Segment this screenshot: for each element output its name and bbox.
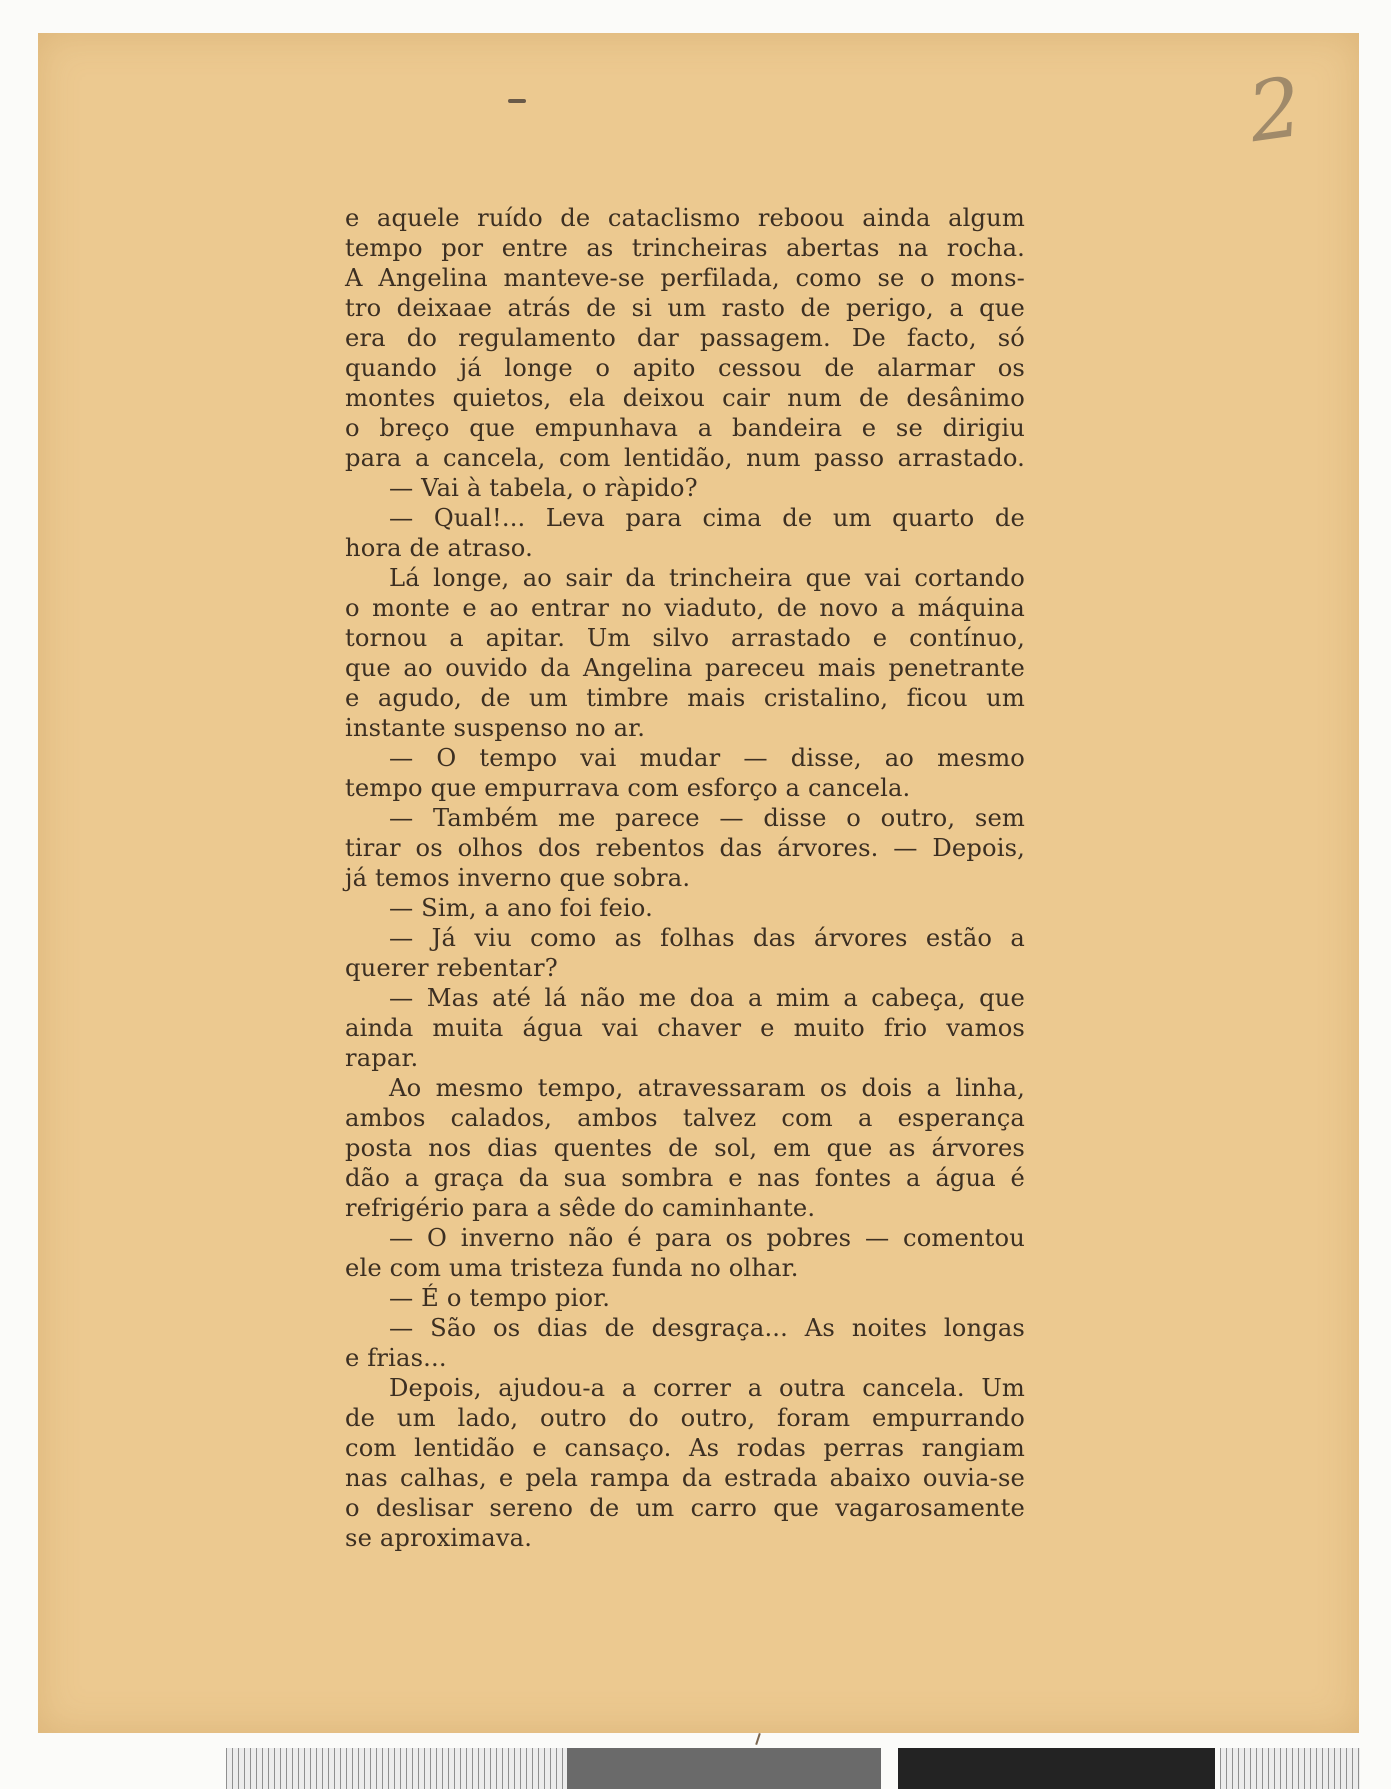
text-line: — Sim, a ano foi feio. bbox=[389, 894, 653, 922]
text-line: e frias... bbox=[345, 1344, 447, 1372]
ink-mark bbox=[755, 1733, 761, 1745]
text-line: de um lado, outro do outro, foram empurrando bbox=[345, 1404, 1025, 1432]
text-line: Lá longe, ao sair da trincheira que vai cortando bbox=[389, 564, 1025, 592]
text-line: — Também me parece — disse o outro, sem bbox=[389, 804, 1025, 832]
text-line: hora de atraso. bbox=[345, 534, 533, 562]
text-line: refrigério para a sêde do caminhante. bbox=[345, 1194, 816, 1222]
text-line: — Já viu como as folhas das árvores estão a bbox=[389, 924, 1025, 952]
text-line: posta nos dias quentes de sol, em que as árvores bbox=[345, 1134, 1025, 1162]
text-line: o monte e ao entrar no viaduto, de novo a máquina bbox=[345, 594, 1025, 622]
ink-mark bbox=[508, 99, 526, 103]
text-line: para a cancela, com lentidão, num passo arrastado. bbox=[345, 444, 1025, 472]
body-text bbox=[345, 203, 1025, 1553]
text-line: tempo por entre as trincheiras abertas na rocha. bbox=[345, 234, 1025, 262]
text-line: tempo que empurrava com esforço a cancela. bbox=[345, 774, 911, 802]
text-line: instante suspenso no ar. bbox=[345, 714, 646, 742]
text-line: — Qual!... Leva para cima de um quarto de bbox=[389, 504, 1025, 532]
text-line: e aquele ruído de cataclismo reboou ainda algum bbox=[345, 204, 1025, 232]
text-line: o breço que empunhava a bandeira e se dirigiu bbox=[345, 414, 1025, 442]
text-line: era do regulamento dar passagem. De facto, só bbox=[345, 324, 1025, 352]
text-line: — Vai à tabela, o ràpido? bbox=[389, 474, 698, 502]
text-line: o deslisar sereno de um carro que vagarosamente bbox=[345, 1494, 1025, 1522]
handwritten-page-number: 2 bbox=[1242, 59, 1308, 162]
text-line: já temos inverno que sobra. bbox=[345, 864, 691, 892]
text-line: se aproximava. bbox=[345, 1524, 533, 1552]
text-line: com lentidão e cansaço. As rodas perras rangiam bbox=[345, 1434, 1025, 1462]
text-line: tirar os olhos dos rebentos das árvores. — Depois, bbox=[345, 834, 1025, 862]
text-line: — É o tempo pior. bbox=[389, 1284, 611, 1312]
text-line: dão a graça da sua sombra e nas fontes a água é bbox=[345, 1164, 1025, 1192]
text-line: ambos calados, ambos talvez com a esperança bbox=[345, 1104, 1025, 1132]
color-calibration-black bbox=[898, 1748, 1215, 1789]
text-line: querer rebentar? bbox=[345, 954, 558, 982]
text-line: — Mas até lá não me doa a mim a cabeça, que bbox=[389, 984, 1025, 1012]
text-line: quando já longe o apito cessou de alarmar os bbox=[345, 354, 1025, 382]
scan-ruler-left bbox=[226, 1748, 567, 1789]
text-line: — O tempo vai mudar — disse, ao mesmo bbox=[389, 744, 1025, 772]
text-line: ele com uma tristeza funda no olhar. bbox=[345, 1254, 799, 1282]
text-line: ainda muita água vai chaver e muito frio vamos bbox=[345, 1014, 1025, 1042]
text-line: rapar. bbox=[345, 1044, 419, 1072]
text-line: Ao mesmo tempo, atravessaram os dois a linha, bbox=[389, 1074, 1025, 1102]
text-line: A Angelina manteve-se perfilada, como se o mons- bbox=[345, 264, 1025, 292]
text-line: — São os dias de desgraça... As noites longas bbox=[389, 1314, 1025, 1342]
text-line: tornou a apitar. Um silvo arrastado e contínuo, bbox=[345, 624, 1025, 652]
color-calibration-gray bbox=[567, 1748, 881, 1789]
text-line: tro deixaae atrás de si um rasto de perigo, a que bbox=[345, 294, 1025, 322]
text-line: Depois, ajudou-a a correr a outra cancela. Um bbox=[389, 1374, 1025, 1402]
scan-ruler-right bbox=[1220, 1748, 1360, 1789]
text-line: e agudo, de um timbre mais cristalino, ficou um bbox=[345, 684, 1025, 712]
text-line: montes quietos, ela deixou cair num de desânimo bbox=[345, 384, 1025, 412]
text-line: que ao ouvido da Angelina pareceu mais penetrante bbox=[345, 654, 1025, 682]
text-line: — O inverno não é para os pobres — comentou bbox=[389, 1224, 1025, 1252]
text-line: nas calhas, e pela rampa da estrada abaixo ouvia-se bbox=[345, 1464, 1025, 1492]
